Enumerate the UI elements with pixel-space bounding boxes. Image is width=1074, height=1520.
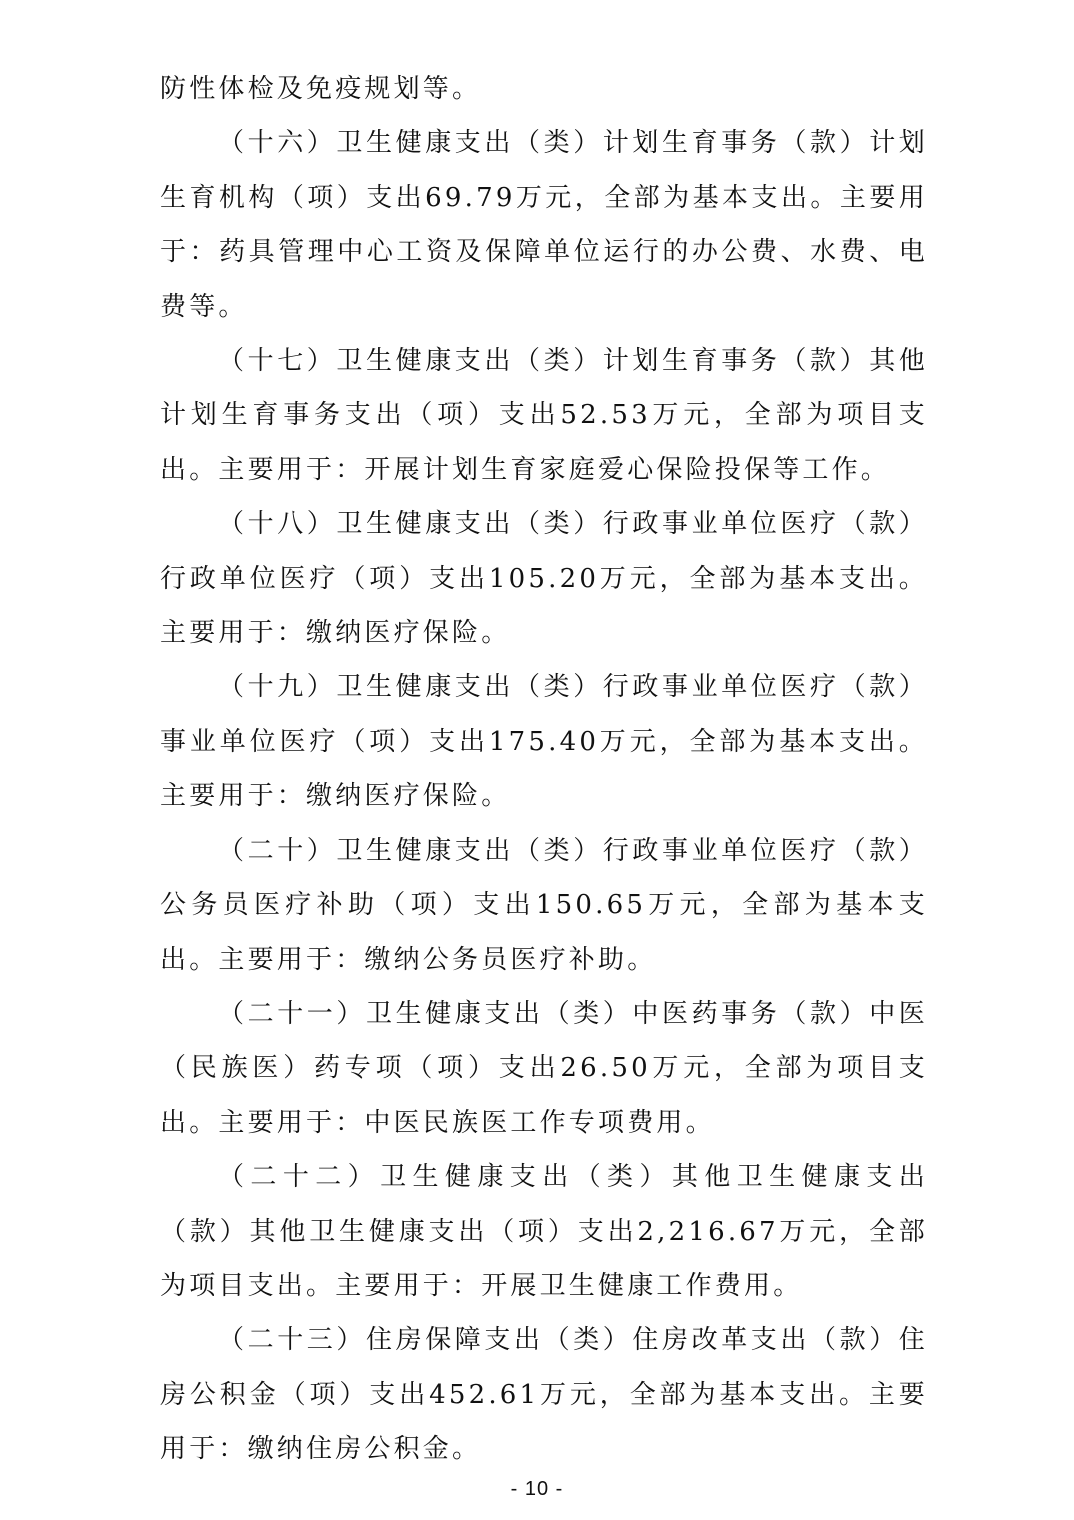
- paragraph-23: （二十三）住房保障支出（类）住房改革支出（款）住房公积金（项）支出452.61万元，全部为基本支出。主要用于：缴纳住房公积金。: [160, 1325, 928, 1465]
- page-number: - 10 -: [510, 1478, 564, 1500]
- document-body: [160, 62, 928, 1477]
- paragraph-21: （二十一）卫生健康支出（类）中医药事务（款）中医（民族医）药专项（项）支出26.50万元，全部为项目支出。主要用于：中医民族医工作专项费用。: [160, 998, 928, 1138]
- paragraph-20: （二十）卫生健康支出（类）行政事业单位医疗（款）公务员医疗补助（项）支出150.65万元，全部为基本支出。主要用于：缴纳公务员医疗补助。: [160, 835, 928, 975]
- paragraph-22: （二十二）卫生健康支出（类）其他卫生健康支出（款）其他卫生健康支出（项）支出2,216.67万元，全部为项目支出。主要用于：开展卫生健康工作费用。: [160, 1162, 928, 1301]
- continuation-paragraph: 防性体检及免疫规划等。: [160, 74, 482, 104]
- paragraph-16: （十六）卫生健康支出（类）计划生育事务（款）计划生育机构（项）支出69.79万元，全部为基本支出。主要用于：药具管理中心工资及保障单位运行的办公费、水费、电费等。: [160, 128, 928, 322]
- paragraph-19: （十九）卫生健康支出（类）行政事业单位医疗（款）事业单位医疗（项）支出175.40万元，全部为基本支出。主要用于：缴纳医疗保险。: [160, 672, 928, 812]
- paragraph-17: （十七）卫生健康支出（类）计划生育事务（款）其他计划生育事务支出（项）支出52.53万元，全部为项目支出。主要用于：开展计划生育家庭爱心保险投保等工作。: [160, 346, 928, 485]
- paragraph-18: （十八）卫生健康支出（类）行政事业单位医疗（款）行政单位医疗（项）支出105.20万元，全部为基本支出。主要用于：缴纳医疗保险。: [160, 509, 928, 649]
